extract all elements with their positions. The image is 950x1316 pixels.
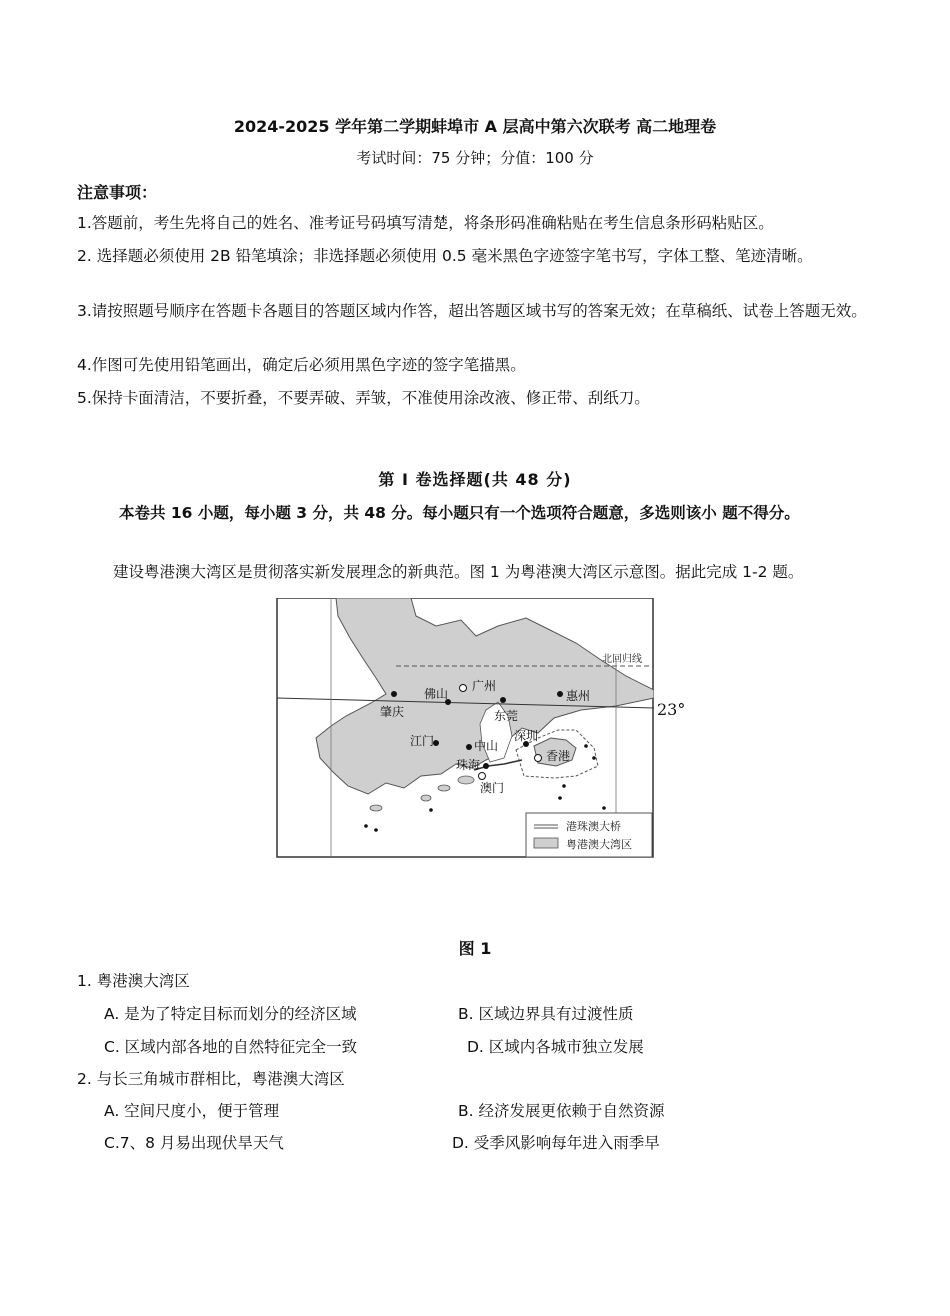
figure-caption: 图 1 xyxy=(458,939,492,958)
latitude-label: 23° xyxy=(657,700,686,719)
notice-heading: 注意事项： xyxy=(77,183,158,202)
question-stem: 2. 与长三角城市群相比，粤港澳大湾区 xyxy=(77,1070,345,1088)
city-label: 广州 xyxy=(472,679,497,693)
city-dot xyxy=(391,691,397,697)
option-b: B. 区域边界具有过渡性质 xyxy=(458,1005,634,1023)
exam-subtitle: 考试时间：75 分钟；分值：100 分 xyxy=(356,149,594,167)
section-instruction: 本卷共 16 小题，每小题 3 分，共 48 分。每小题只有一个选项符合题意，多选则该小 题不得分。 xyxy=(119,504,800,522)
question-stem: 1. 粤港澳大湾区 xyxy=(77,972,190,990)
tropic-label: 北回归线 xyxy=(602,654,642,665)
city-dot xyxy=(466,744,472,750)
city-label: 澳门 xyxy=(480,781,505,795)
notice-item: 3.请按照题号顺序在答题卡各题目的答题区域内作答，超出答题区域书写的答案无效；在草稿纸、试卷上答题无效。 xyxy=(77,302,867,320)
notice-item: 2. 选择题必须使用 2B 铅笔填涂；非选择题必须使用 0.5 毫米黑色字迹签字笔书写，字体工整、笔迹清晰。 xyxy=(77,247,813,265)
city-dot xyxy=(557,691,563,697)
city-label: 香港 xyxy=(546,749,571,763)
city-dot xyxy=(460,685,467,692)
legend-region-label: 粤港澳大湾区 xyxy=(566,838,632,851)
city-dot xyxy=(483,763,489,769)
option-c: C. 区域内部各地的自然特征完全一致 xyxy=(104,1038,358,1056)
option-a: A. 空间尺度小，便于管理 xyxy=(104,1102,280,1120)
city-label: 东莞 xyxy=(494,709,519,723)
section-title: 第 Ⅰ 卷选择题(共 48 分) xyxy=(378,470,572,489)
option-c: C.7、8 月易出现伏旱天气 xyxy=(104,1134,284,1152)
bay-area-map xyxy=(276,598,654,858)
exam-title: 2024-2025 学年第二学期蚌埠市 A 层高中第六次联考 高二地理卷 xyxy=(233,117,717,136)
option-d: D. 受季风影响每年进入雨季早 xyxy=(452,1134,660,1152)
city-label: 珠海 xyxy=(456,758,481,772)
city-label: 中山 xyxy=(474,739,499,753)
notice-item: 1.答题前，考生先将自己的姓名、准考证号码填写清楚，将条形码准确粘贴在考生信息条形码粘贴区。 xyxy=(77,214,774,232)
notice-item: 5.保持卡面清洁，不要折叠，不要弄破、弄皱，不准使用涂改液、修正带、刮纸刀。 xyxy=(77,389,650,407)
city-dot xyxy=(535,755,542,762)
city-label: 惠州 xyxy=(566,689,591,703)
city-label: 肇庆 xyxy=(380,705,405,719)
option-b: B. 经济发展更依赖于自然资源 xyxy=(458,1102,665,1120)
city-label: 江门 xyxy=(410,734,435,748)
question-intro: 建设粤港澳大湾区是贯彻落实新发展理念的新典范。图 1 为粤港澳大湾区示意图。据此完成 1-2 题。 xyxy=(113,563,804,581)
option-d: D. 区域内各城市独立发展 xyxy=(467,1038,644,1056)
city-label: 佛山 xyxy=(424,687,449,701)
city-dot xyxy=(479,773,486,780)
option-a: A. 是为了特定目标而划分的经济区域 xyxy=(104,1005,357,1023)
city-label: 深圳 xyxy=(514,729,539,743)
legend-bridge-label: 港珠澳大桥 xyxy=(566,820,621,833)
city-dot xyxy=(500,697,506,703)
notice-item: 4.作图可先使用铅笔画出，确定后必须用黑色字迹的签字笔描黑。 xyxy=(77,356,526,374)
